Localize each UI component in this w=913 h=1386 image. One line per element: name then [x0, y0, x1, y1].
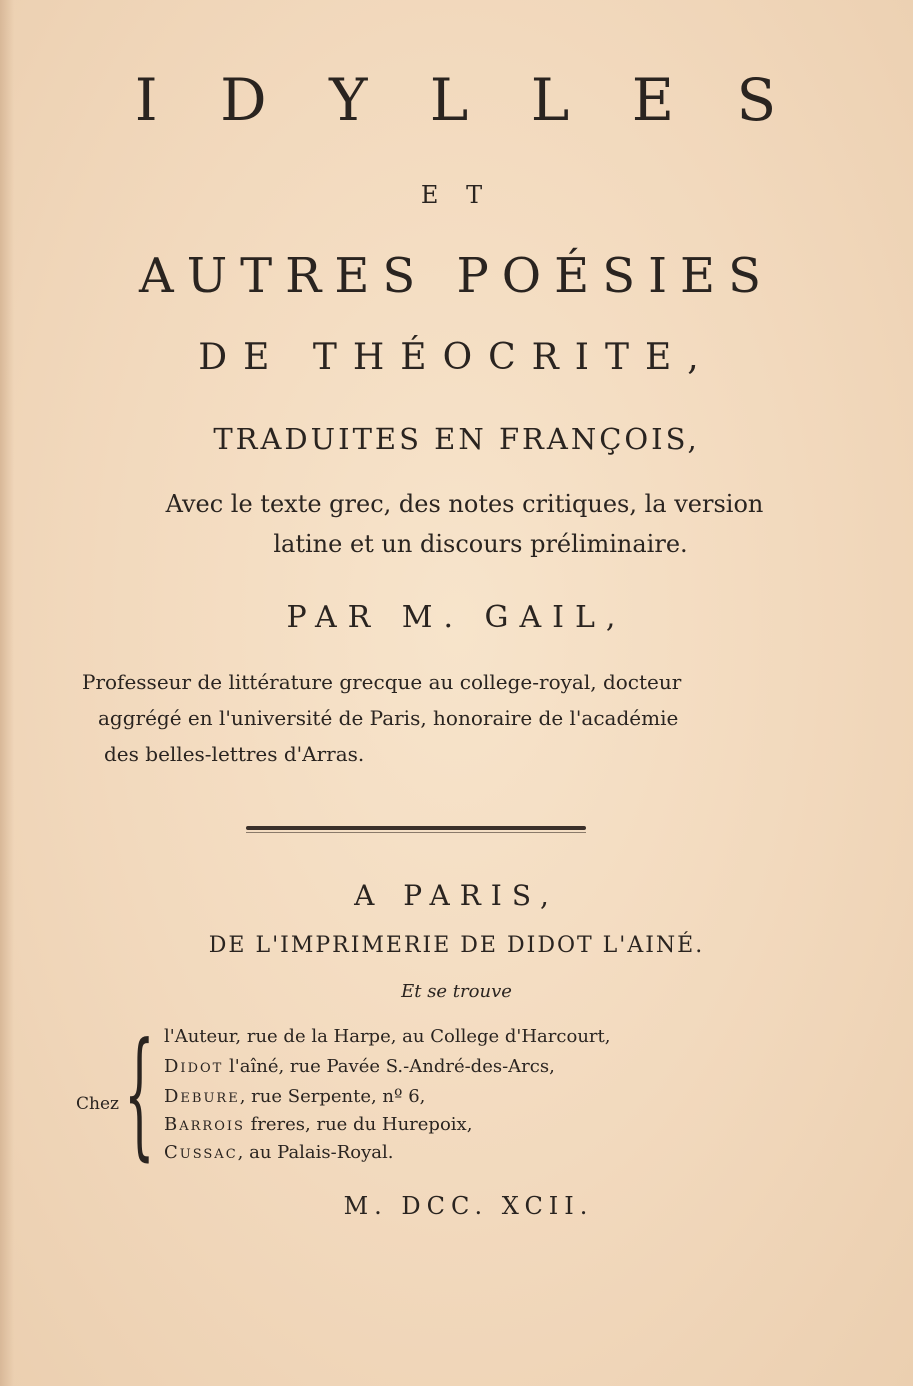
translator-line: PAR M. GAIL,	[286, 600, 627, 635]
sellers-chez-label: Chez	[76, 1094, 119, 1114]
imprint-found: Et se trouve	[401, 981, 512, 1002]
seller-line: Didot l'aîné, rue Pavée S.-André-des-Arcs,	[164, 1056, 555, 1077]
imprint-city: A PARIS,	[354, 879, 559, 912]
contents-line-2: latine et un discours préliminaire.	[273, 530, 688, 558]
seller-line: Barrois freres, rue du Hurepoix,	[164, 1114, 473, 1135]
publication-date: M. DCC. XCII.	[343, 1192, 594, 1220]
seller-line: l'Auteur, rue de la Harpe, au College d'Harcourt,	[164, 1026, 611, 1047]
book-title: I D Y L L E S	[134, 66, 799, 134]
divider-rule	[246, 826, 586, 830]
seller-line: Cussac, au Palais-Royal.	[164, 1142, 394, 1163]
sellers-brace: {	[124, 1013, 155, 1174]
contents-line-1: Avec le texte grec, des notes critiques, la version	[165, 490, 764, 518]
seller-line: Debure, rue Serpente, nº 6,	[164, 1086, 426, 1107]
author-line: DE THÉOCRITE,	[198, 337, 715, 378]
imprint-printer: DE L'IMPRIMERIE DE DIDOT L'AINÉ.	[208, 933, 705, 958]
translator-credentials-2: aggrégé en l'université de Paris, honoraire de l'académie	[98, 706, 679, 730]
title-conjunction: E T	[420, 181, 493, 209]
translator-credentials-1: Professeur de littérature grecque au college-royal, docteur	[82, 670, 682, 694]
book-subtitle: AUTRES POÉSIES	[139, 248, 774, 304]
translation-line: TRADUITES EN FRANÇOIS,	[213, 422, 700, 456]
translator-credentials-3: des belles-lettres d'Arras.	[104, 742, 365, 766]
